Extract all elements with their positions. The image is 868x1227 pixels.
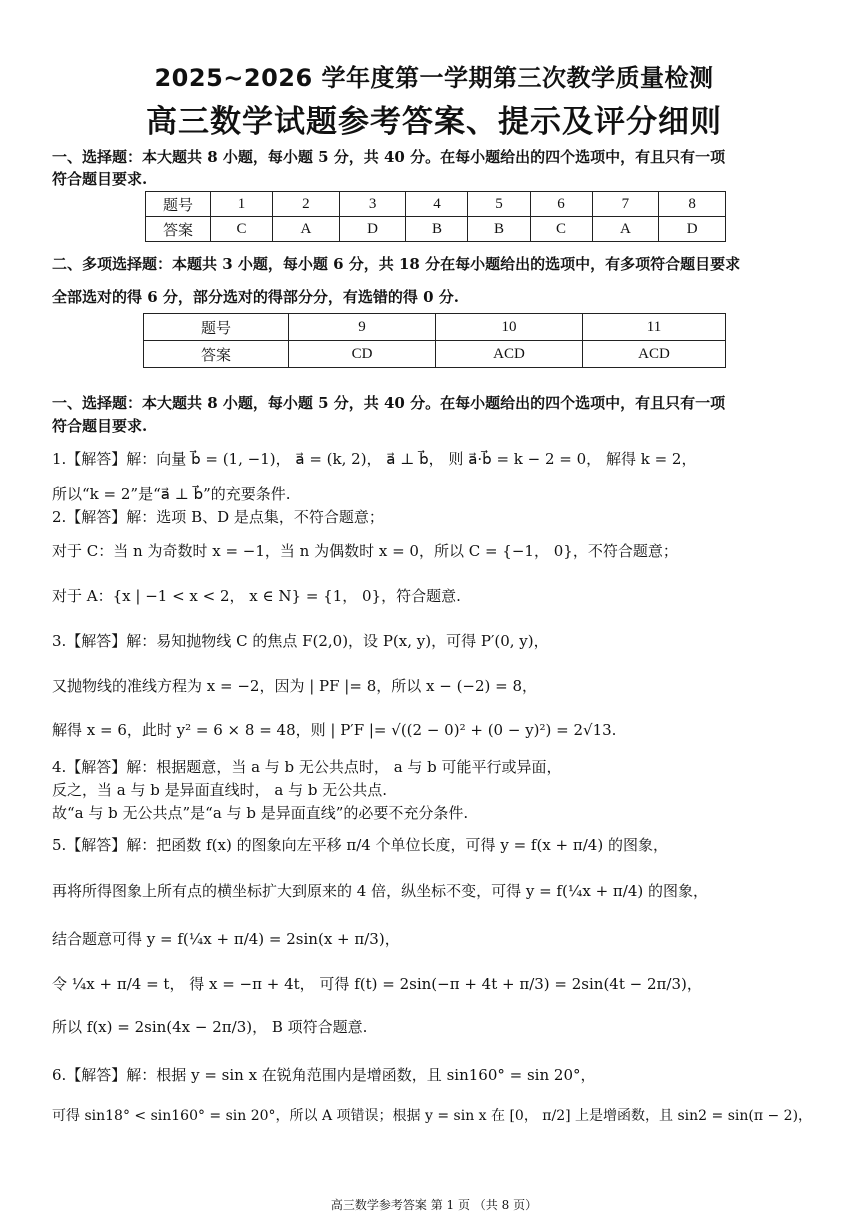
question-number-cell: 2 <box>273 192 340 217</box>
section2-intro-line1: 二、多项选择题：本题共 3 小题，每小题 6 分，共 18 分在每小题给出的选项中，有多项符合题目要求 <box>52 255 741 273</box>
table-row-numbers <box>144 314 726 341</box>
question-number-cell: 6 <box>530 192 592 217</box>
answer-cell: B <box>468 217 530 242</box>
table-row-answers <box>146 217 726 242</box>
row-label-answer: 答案 <box>144 341 289 368</box>
answer-cell: D <box>659 217 726 242</box>
answer-cell: A <box>592 217 659 242</box>
solution-line: 又抛物线的准线方程为 x = −2，因为 | PF |= 8，所以 x − (−2) = 8， <box>52 677 538 695</box>
section1-intro-line2: 符合题目要求. <box>52 170 148 188</box>
solution-line: 2.【解答】解：选项 B、D 是点集，不符合题意； <box>52 508 384 526</box>
question-number-cell: 10 <box>436 314 583 341</box>
solution-line: 反之，当 a 与 b 是异面直线时， a 与 b 无公共点. <box>52 781 388 799</box>
section1-intro-line1: 一、选择题：本大题共 8 小题，每小题 5 分，共 40 分。在每小题给出的四个选项中，有且只有一项 <box>52 148 726 166</box>
solution-line: 结合题意可得 y = f(¼x + π/4) = 2sin(x + π/3)， <box>52 930 400 948</box>
solution-line: 所以 f(x) = 2sin(4x − 2π/3)， B 项符合题意. <box>52 1018 368 1036</box>
question-number-cell: 3 <box>339 192 406 217</box>
solution-line: 解得 x = 6，此时 y² = 6 × 8 = 48，则 | P′F |= √((2 − 0)² + (0 − y)²) = 2√13. <box>52 721 617 739</box>
solutions-intro-line2: 符合题目要求. <box>52 417 148 435</box>
solution-line: 故“a 与 b 无公共点”是“a 与 b 是异面直线”的必要不充分条件. <box>52 804 469 822</box>
solution-line: 对于 C：当 n 为奇数时 x = −1，当 n 为偶数时 x = 0，所以 C = {−1， 0}，不符合题意； <box>52 542 678 560</box>
row-label-number: 题号 <box>146 192 211 217</box>
answer-cell: B <box>406 217 468 242</box>
solution-line: 1.【解答】解：向量 b⃗ = (1, −1)， a⃗ = (k, 2)， a⃗ ⊥ b⃗， 则 a⃗·b⃗ = k − 2 = 0， 解得 k = 2， <box>52 450 697 468</box>
answer-cell: CD <box>289 341 436 368</box>
solution-line: 3.【解答】解：易知抛物线 C 的焦点 F(2,0)，设 P(x, y)，可得 P′(0, y)， <box>52 632 549 650</box>
solution-line: 5.【解答】解：把函数 f(x) 的图象向左平移 π/4 个单位长度，可得 y = f(x + π/4) 的图象， <box>52 836 668 854</box>
exam-subtitle: 高三数学试题参考答案、提示及评分细则 <box>146 104 722 140</box>
answer-cell: D <box>339 217 406 242</box>
solution-line: 对于 A：{x | −1 < x < 2， x ∈ N} = {1， 0}，符合题意. <box>52 587 461 605</box>
solution-line: 所以“k = 2”是“a⃗ ⊥ b⃗”的充要条件. <box>52 485 291 503</box>
table-row-answers <box>144 341 726 368</box>
question-number-cell: 4 <box>406 192 468 217</box>
row-label-number: 题号 <box>144 314 289 341</box>
solution-line: 令 ¼x + π/4 = t， 得 x = −π + 4t， 可得 f(t) = 2sin(−π + 4t + π/3) = 2sin(4t − 2π/3)， <box>52 975 702 993</box>
question-number-cell: 9 <box>289 314 436 341</box>
solutions-intro-line1: 一、选择题：本大题共 8 小题，每小题 5 分，共 40 分。在每小题给出的四个选项中，有且只有一项 <box>52 394 726 412</box>
row-label-answer: 答案 <box>146 217 211 242</box>
answer-cell: A <box>273 217 340 242</box>
section2-intro-line2: 全部选对的得 6 分，部分选对的得部分分，有选错的得 0 分. <box>52 288 459 306</box>
answer-cell: C <box>211 217 273 242</box>
question-number-cell: 8 <box>659 192 726 217</box>
question-number-cell: 1 <box>211 192 273 217</box>
solution-line: 可得 sin18° < sin160° = sin 20°，所以 A 项错误；根据 y = sin x 在 [0， π/2] 上是增函数，且 sin2 = sin(π − 2)， <box>52 1108 813 1124</box>
solution-line: 4.【解答】解：根据题意，当 a 与 b 无公共点时， a 与 b 可能平行或异面， <box>52 758 562 776</box>
question-number-cell: 5 <box>468 192 530 217</box>
solution-line: 再将所得图象上所有点的横坐标扩大到原来的 4 倍，纵坐标不变，可得 y = f(¼x + π/4) 的图象， <box>52 882 709 900</box>
multiple-choice-answer-table <box>143 313 726 368</box>
solution-line: 6.【解答】解：根据 y = sin x 在锐角范围内是增函数，且 sin160° = sin 20°， <box>52 1066 596 1084</box>
answer-cell: ACD <box>436 341 583 368</box>
answer-cell: C <box>530 217 592 242</box>
table-row-numbers <box>146 192 726 217</box>
question-number-cell: 7 <box>592 192 659 217</box>
exam-title: 2025~2026 学年度第一学期第三次教学质量检测 <box>154 64 714 92</box>
page-footer: 高三数学参考答案 第 1 页 （共 8 页） <box>330 1198 538 1212</box>
single-choice-answer-table <box>145 191 726 242</box>
question-number-cell: 11 <box>583 314 726 341</box>
answer-cell: ACD <box>583 341 726 368</box>
